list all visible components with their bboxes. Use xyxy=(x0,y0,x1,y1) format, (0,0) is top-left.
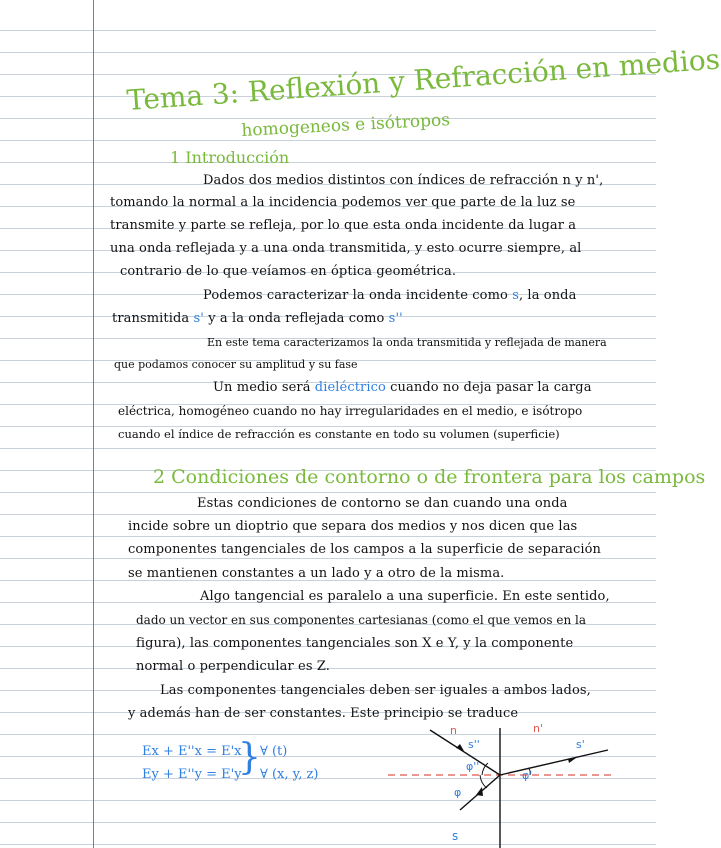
section1-p3-line2: que podamos conocer su amplitud y su fase xyxy=(114,358,358,371)
symbol-s-double: s'' xyxy=(388,311,403,326)
label-s-double: s'' xyxy=(468,738,480,751)
margin-line xyxy=(93,0,94,848)
p2-text-c: transmitida xyxy=(112,311,190,326)
symbol-s-prime: s' xyxy=(193,311,204,326)
label-n: n xyxy=(450,724,457,737)
p2-text-b: , la onda xyxy=(518,288,577,303)
p2-text-d: y a la onda reflejada como xyxy=(208,311,385,326)
section1-line-1: Dados dos medios distintos con índices de refracción n y n', xyxy=(203,173,604,188)
section2-line-10: y además han de ser constantes. Este principio se traduce xyxy=(128,706,519,721)
section2-heading: 2 Condiciones de contorno o de frontera para los campos xyxy=(153,466,706,488)
section2-line-2: incide sobre un dioptrio que separa dos medios y nos dicen que las xyxy=(128,519,578,534)
section2-line-5: Algo tangencial es paralelo a una superficie. En este sentido, xyxy=(200,589,610,604)
label-n-prime: n' xyxy=(533,722,543,735)
word-dielectric: dieléctrico xyxy=(314,380,386,395)
condition-time: ∀ (t) xyxy=(260,744,288,759)
p4-text-b: cuando no deja pasar la carga xyxy=(390,380,592,395)
equation-y: Ey + E''y = E'y xyxy=(142,767,242,782)
p2-text-a: Podemos caracterizar la onda incidente como xyxy=(203,288,508,303)
label-s-prime: s' xyxy=(576,738,585,751)
label-phi-double: φ'' xyxy=(466,760,480,773)
angle-arc-incident xyxy=(480,775,487,788)
label-s: s xyxy=(452,829,459,843)
section2-line-6: dado un vector en sus componentes cartesianas (como el que vemos en la xyxy=(136,613,586,627)
section2-line-9: Las componentes tangenciales deben ser iguales a ambos lados, xyxy=(160,683,591,698)
section1-line-5: contrario de lo que veíamos en óptica geométrica. xyxy=(120,264,457,279)
equation-x: Ex + E''x = E'x xyxy=(142,744,242,759)
section2-line-7: figura), las componentes tangenciales son X e Y, y la componente xyxy=(136,636,574,651)
section1-p4-line2: eléctrica, homogéneo cuando no hay irregularidades en el medio, e isótropo xyxy=(118,404,583,418)
section1-p2-line2 xyxy=(112,311,403,326)
reflected-ray xyxy=(430,730,500,775)
section1-heading: 1 Introducción xyxy=(170,148,290,167)
brace: } xyxy=(238,737,261,778)
label-phi: φ xyxy=(454,786,462,799)
section1-p4-line3: cuando el índice de refracción es constante en todo su volumen (superficie) xyxy=(118,427,560,441)
section1-p4-line1 xyxy=(213,380,592,395)
condition-space: ∀ (x, y, z) xyxy=(260,767,319,782)
incident-arrowhead xyxy=(476,787,483,796)
page-title: Tema 3: Reflexión y Refracción en medios xyxy=(125,42,721,117)
section1-line-3: transmite y parte se refleja, por lo que esta onda incidente da lugar a xyxy=(110,218,577,233)
section2-line-3: componentes tangenciales de los campos a la superficie de separación xyxy=(128,542,601,557)
transmitted-ray xyxy=(500,750,608,775)
page-subtitle: homogeneos e isótropos xyxy=(240,110,451,141)
section2-line-8: normal o perpendicular es Z. xyxy=(136,659,330,674)
section1-line-2: tomando la normal a la incidencia podemos ver que parte de la luz se xyxy=(110,195,576,210)
p4-text-a: Un medio será xyxy=(213,380,311,395)
section1-p3-line1: En este tema caracterizamos la onda transmitida y reflejada de manera xyxy=(207,336,607,349)
section2-line-1: Estas condiciones de contorno se dan cuando una onda xyxy=(197,496,568,511)
section1-p2-line1 xyxy=(203,288,576,303)
symbol-s: s xyxy=(512,288,519,303)
label-phi-prime: φ' xyxy=(522,769,533,782)
refraction-diagram xyxy=(380,718,620,848)
section2-line-4: se mantienen constantes a un lado y a otro de la misma. xyxy=(128,566,505,581)
section1-line-4: una onda reflejada y a una onda transmitida, y esto ocurre siempre, al xyxy=(110,241,582,256)
